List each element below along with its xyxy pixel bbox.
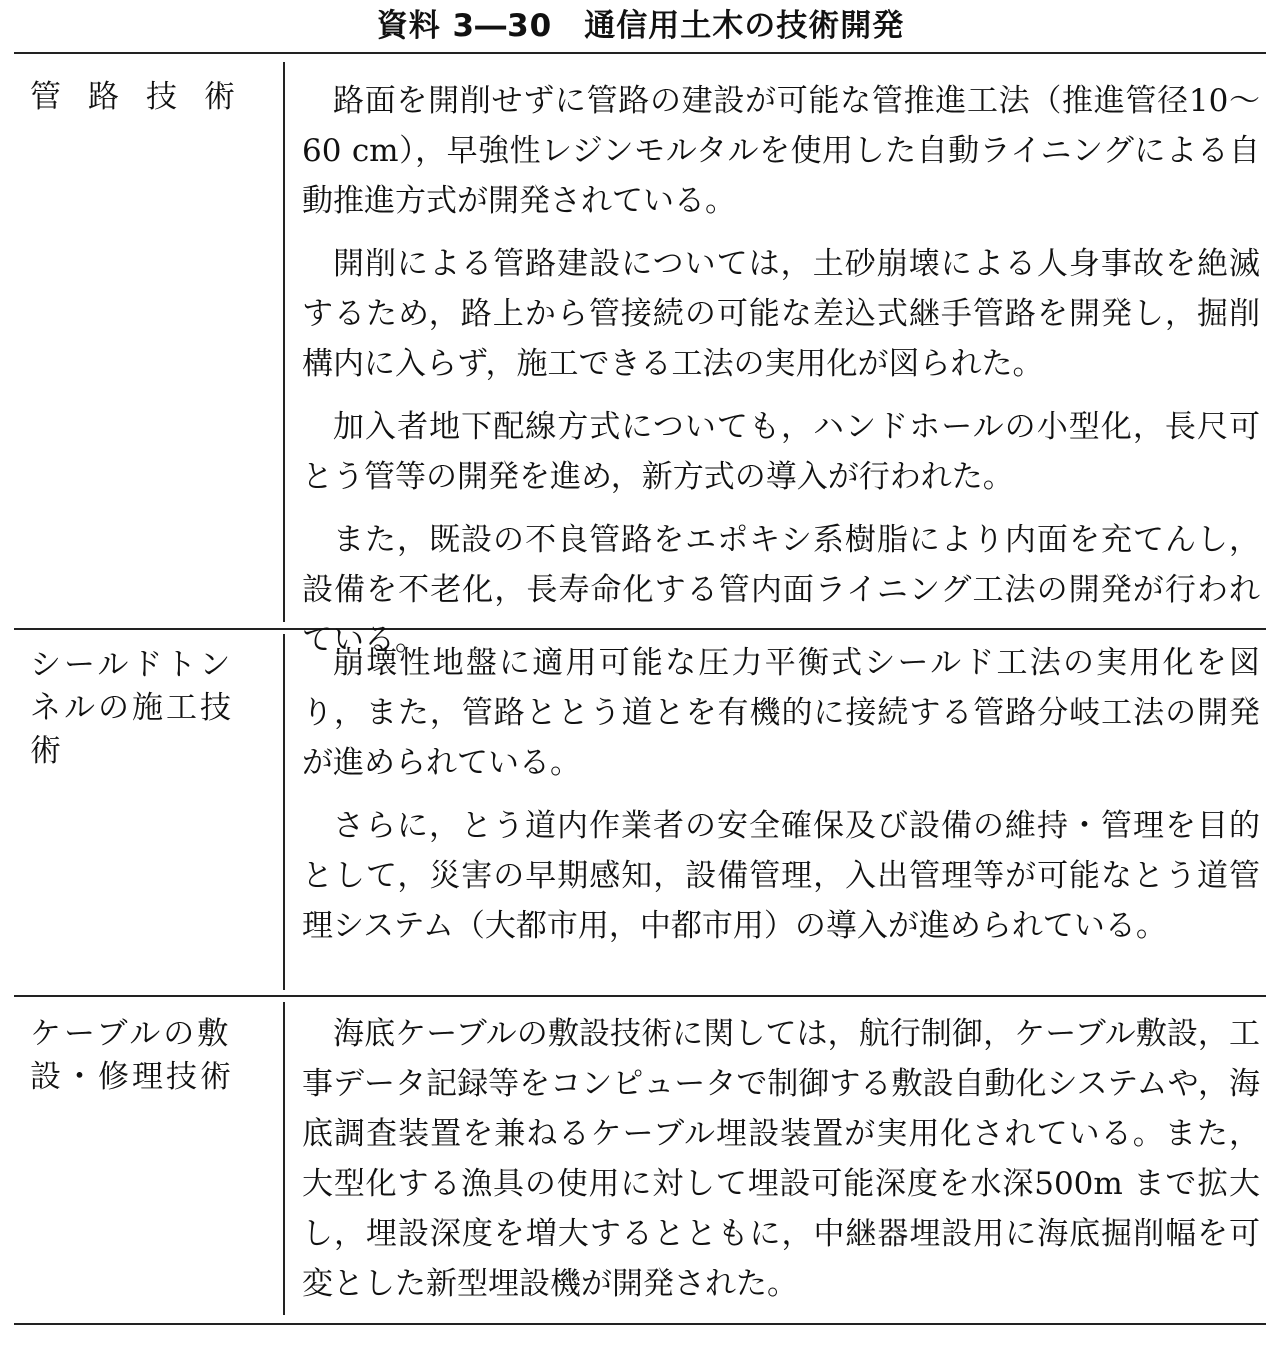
table-bottom-rule — [14, 1323, 1266, 1325]
column-divider-row-3 — [283, 1002, 285, 1315]
row-description-cable-laying — [302, 1009, 1260, 1309]
description-paragraph: また，既設の不良管路をエポキシ系樹脂により内面を充てんし，設備を不老化，長寿命化する管内面ライニング工法の開発が行われている。 — [302, 522, 1260, 658]
column-divider-row-2 — [283, 634, 285, 990]
description-paragraph: さらに，とう道内作業者の安全確保及び設備の維持・管理を目的として，災害の早期感知，設備管理，入出管理等が可能なとう道管理システム（大都市用，中都市用）の導入が進められている。 — [302, 808, 1260, 944]
description-paragraph: 開削による管路建設については，土砂崩壊による人身事故を絶滅するため，路上から管接続の可能な差込式継手管路を開発し，掘削構内に入らず，施工できる工法の実用化が図られた。 — [302, 246, 1260, 382]
row-term-pipeline-technology: 管路技術 — [30, 79, 262, 115]
table-top-rule — [14, 52, 1266, 54]
row-divider-2 — [14, 995, 1266, 997]
description-paragraph: 海底ケーブルの敷設技術に関しては，航行制御，ケーブル敷設，工事データ記録等をコンピュータで制御する敷設自動化システムや，海底調査装置を兼ねるケーブル埋設装置が実用化されている。また，大型化する漁具の使用に対して埋設可能深度を水深500m まで拡大し，埋設深度を増大するとともに，中継器埋設用に海底掘削幅を可変とした新型埋設機が開発された。 — [302, 1016, 1260, 1302]
row-term-shield-tunnel: シールドトンネルの施工技術 — [30, 647, 234, 769]
row-description-pipeline-technology — [302, 76, 1260, 665]
description-paragraph: 加入者地下配線方式についても，ハンドホールの小型化，長尺可とう管等の開発を進め，新方式の導入が行われた。 — [302, 409, 1260, 495]
row-term-cable-laying: ケーブルの敷設・修理技術 — [30, 1016, 234, 1095]
page-title: 資料 3―30 通信用土木の技術開発 — [376, 8, 905, 44]
column-divider-row-1 — [283, 62, 285, 622]
description-paragraph: 路面を開削せずに管路の建設が可能な管推進工法（推進管径10～60 cm），早強性レジンモルタルを使用した自動ライニングによる自動推進方式が開発されている。 — [302, 83, 1260, 219]
row-description-shield-tunnel — [302, 638, 1260, 951]
description-paragraph: 崩壊性地盤に適用可能な圧力平衡式シールド工法の実用化を図り，また，管路ととう道とを有機的に接続する管路分岐工法の開発が進められている。 — [302, 645, 1260, 781]
